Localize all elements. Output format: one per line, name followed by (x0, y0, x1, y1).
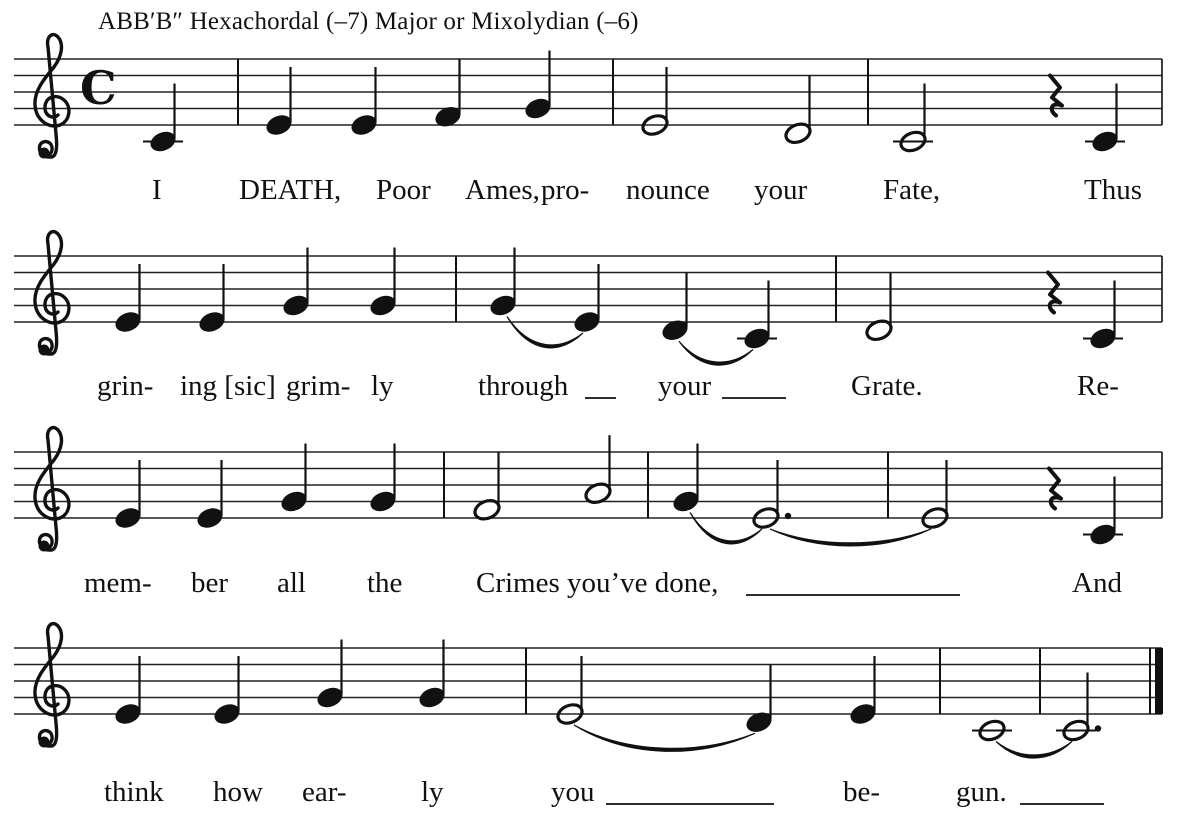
note (368, 444, 398, 515)
note (848, 656, 878, 727)
notehead (488, 293, 518, 318)
note (195, 460, 225, 531)
note (972, 718, 1012, 743)
note (197, 264, 227, 335)
note (1085, 84, 1125, 155)
note (113, 264, 143, 335)
note (1083, 281, 1123, 352)
note (143, 84, 183, 155)
notehead (417, 685, 447, 710)
note (279, 444, 309, 515)
lyric-syllable: through (478, 370, 569, 402)
note (113, 460, 143, 531)
lyric-syllable: ly (371, 370, 394, 402)
clef-dot (39, 345, 50, 356)
quarter-rest-icon (1049, 469, 1061, 509)
staff-system-1 (14, 35, 1162, 159)
notehead (572, 309, 602, 334)
notehead (671, 489, 701, 514)
lyric-syllable: be- (843, 776, 881, 808)
note (783, 75, 813, 146)
clef-dot (39, 737, 50, 748)
slur (996, 742, 1072, 759)
clef-path (35, 232, 69, 354)
notehead (113, 505, 143, 530)
augmentation-dot (785, 513, 791, 519)
treble-clef-icon (35, 428, 69, 552)
slur (679, 341, 753, 365)
quarter-rest-icon (1048, 273, 1060, 313)
lyric-syllable: Poor (376, 174, 431, 206)
notehead (523, 96, 553, 121)
lyric-syllable: DEATH, (239, 174, 342, 206)
lyric-syllable: grin- (97, 370, 154, 402)
treble-clef-icon (35, 35, 69, 159)
note (281, 248, 311, 319)
lyric-syllable: mem- (84, 567, 152, 599)
note (1056, 673, 1101, 744)
notehead (281, 293, 311, 318)
note (671, 444, 701, 515)
lyric-syllable: ber (191, 567, 229, 599)
notehead (113, 309, 143, 334)
lyric-syllable: Crimes you’ve done, (476, 567, 719, 599)
note (920, 460, 950, 531)
clef-path (35, 428, 69, 550)
note (212, 656, 242, 727)
notehead (195, 505, 225, 530)
augmentation-dot (1095, 725, 1101, 731)
note (264, 67, 294, 138)
clef-path (35, 35, 69, 157)
notehead (368, 489, 398, 514)
note (349, 67, 379, 138)
notehead (264, 112, 294, 137)
note (555, 656, 585, 727)
note (523, 51, 553, 122)
lyric-syllable: you (551, 776, 595, 808)
treble-clef-icon (35, 232, 69, 356)
lyric-syllable: gun. (956, 776, 1007, 808)
lyric-syllable: Re- (1077, 370, 1119, 402)
lyric-syllable: all (277, 567, 306, 599)
note (893, 84, 933, 155)
final-barline (1155, 648, 1163, 714)
note (751, 460, 791, 531)
lyric-syllable: ear- (302, 776, 347, 808)
lyric-syllable: how (213, 776, 263, 808)
note (737, 281, 777, 352)
notehead (212, 701, 242, 726)
notehead (848, 701, 878, 726)
notehead (197, 309, 227, 334)
notehead (349, 112, 379, 137)
note (433, 59, 463, 130)
lyric-syllable: Fate, (883, 174, 941, 206)
note (315, 640, 345, 711)
note (1083, 477, 1123, 548)
clef-path (35, 624, 69, 746)
lyric-syllable: Thus (1084, 174, 1142, 206)
note (583, 435, 613, 506)
lyric-syllable: ing [sic] (180, 370, 276, 402)
note (113, 656, 143, 727)
lyric-syllable: And (1072, 567, 1122, 599)
notehead (368, 293, 398, 318)
lyric-syllable: ly (421, 776, 444, 808)
note (864, 272, 894, 343)
notehead (279, 489, 309, 514)
clef-dot (39, 148, 50, 159)
lyric-syllable: nounce (626, 174, 710, 206)
lyric-syllable: your (658, 370, 712, 402)
notehead (315, 685, 345, 710)
note (472, 452, 502, 523)
note (660, 272, 690, 343)
clef-dot (39, 541, 50, 552)
note (744, 664, 774, 735)
note (488, 248, 518, 319)
note (572, 264, 602, 335)
lyric-syllable: think (104, 776, 164, 808)
lyric-syllable: Grate. (851, 370, 923, 402)
notehead (113, 701, 143, 726)
lyric-syllable: Ames, (465, 174, 540, 206)
lyric-syllable: grim- (286, 370, 351, 402)
lyric-syllable: your (754, 174, 808, 206)
note (368, 248, 398, 319)
lyric-syllable: I (152, 174, 162, 206)
slur (770, 529, 931, 546)
treble-clef-icon (35, 624, 69, 748)
lyric-syllable: pro- (541, 174, 590, 206)
quarter-rest-icon (1050, 76, 1062, 116)
note (640, 67, 670, 138)
note (417, 640, 447, 711)
header-title: ABB′B″ Hexachordal (–7) Major or Mixolydian (–6) (98, 8, 639, 35)
time-signature: C (80, 61, 117, 115)
lyric-syllable: the (367, 567, 403, 599)
slur (574, 725, 755, 751)
